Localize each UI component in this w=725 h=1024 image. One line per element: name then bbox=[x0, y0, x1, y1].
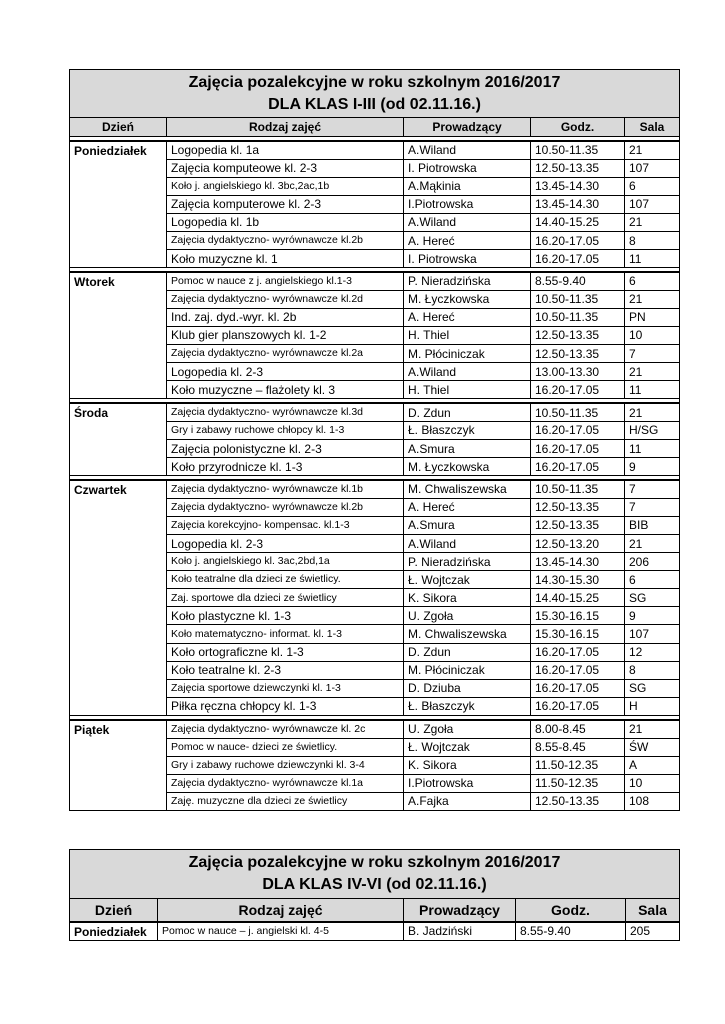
day-cell: Piątek bbox=[70, 720, 167, 810]
table-row bbox=[70, 141, 680, 159]
header-activity: Rodzaj zajęć bbox=[158, 899, 404, 922]
teacher-cell: M. Łyczkowska bbox=[404, 290, 531, 308]
day-cell: Poniedziałek bbox=[70, 141, 167, 268]
time-cell: 16.20-17.05 bbox=[531, 679, 625, 697]
room-cell: 9 bbox=[625, 607, 680, 625]
activity-cell: Zajęcia dydaktyczno- wyrównawcze kl.2a bbox=[167, 345, 404, 363]
teacher-cell: P. Nieradzińska bbox=[404, 272, 531, 290]
activity-cell: Koło plastyczne kl. 1-3 bbox=[167, 607, 404, 625]
day-cell: Środa bbox=[70, 403, 167, 475]
time-cell: 16.20-17.05 bbox=[531, 643, 625, 661]
room-cell: 21 bbox=[625, 363, 680, 381]
teacher-cell: A.Wiland bbox=[404, 141, 531, 159]
activity-cell: Logopedia kl. 2-3 bbox=[167, 363, 404, 381]
time-cell: 13.45-14.30 bbox=[531, 177, 625, 195]
activity-cell: Zajęcia dydaktyczno- wyrównawcze kl.3d bbox=[167, 403, 404, 421]
teacher-cell: A.Wiland bbox=[404, 213, 531, 231]
teacher-cell: M. Płóciniczak bbox=[404, 345, 531, 363]
header-activity: Rodzaj zajęć bbox=[167, 118, 404, 137]
activity-cell: Koło j. angielskiego kl. 3bc,2ac,1b bbox=[167, 177, 404, 195]
activity-cell: Koło przyrodnicze kl. 1-3 bbox=[167, 458, 404, 476]
room-cell: 8 bbox=[625, 231, 680, 249]
time-cell: 13.00-13.30 bbox=[531, 363, 625, 381]
time-cell: 13.45-14.30 bbox=[531, 195, 625, 213]
room-cell: SG bbox=[625, 679, 680, 697]
teacher-cell: A.Mąkinia bbox=[404, 177, 531, 195]
teacher-cell: K. Sikora bbox=[404, 756, 531, 774]
teacher-cell: Ł. Błaszczyk bbox=[404, 421, 531, 439]
time-cell: 8.55-8.45 bbox=[531, 738, 625, 756]
activity-cell: Zajęcia dydaktyczno- wyrównawcze kl. 2c bbox=[167, 720, 404, 738]
table-row bbox=[70, 403, 680, 421]
header-room: Sala bbox=[626, 899, 680, 922]
teacher-cell: A.Smura bbox=[404, 516, 531, 534]
title-line-1: Zajęcia pozalekcyjne w roku szkolnym 2016/2017 bbox=[188, 854, 561, 871]
activity-cell: Zajęcia komputeowe kl. 2-3 bbox=[167, 159, 404, 177]
title-line-2: DLA KLAS IV-VI (od 02.11.16.) bbox=[262, 876, 487, 893]
activity-cell: Zajęcia komputerowe kl. 2-3 bbox=[167, 195, 404, 213]
time-cell: 14.40-15.25 bbox=[531, 213, 625, 231]
teacher-cell: D. Dziuba bbox=[404, 679, 531, 697]
time-cell: 8.55-9.40 bbox=[516, 922, 626, 941]
time-cell: 16.20-17.05 bbox=[531, 250, 625, 268]
activity-cell: Logopedia kl. 1a bbox=[167, 141, 404, 159]
header-teacher: Prowadzący bbox=[404, 899, 516, 922]
room-cell: 21 bbox=[625, 290, 680, 308]
time-cell: 11.50-12.35 bbox=[531, 756, 625, 774]
teacher-cell: I.Piotrowska bbox=[404, 774, 531, 792]
schedule-table-grades-4-6 bbox=[69, 849, 680, 941]
room-cell: 6 bbox=[625, 177, 680, 195]
time-cell: 15.30-16.15 bbox=[531, 607, 625, 625]
teacher-cell: M. Łyczkowska bbox=[404, 458, 531, 476]
activity-cell: Koło j. angielskiego kl. 3ac,2bd,1a bbox=[167, 553, 404, 571]
teacher-cell: D. Zdun bbox=[404, 643, 531, 661]
teacher-cell: A.Smura bbox=[404, 440, 531, 458]
title-line-2: DLA KLAS I-III (od 02.11.16.) bbox=[268, 95, 481, 113]
teacher-cell: A.Fajka bbox=[404, 792, 531, 810]
header-time: Godz. bbox=[516, 899, 626, 922]
table-title bbox=[70, 70, 680, 118]
time-cell: 15.30-16.15 bbox=[531, 625, 625, 643]
time-cell: 12.50-13.35 bbox=[531, 345, 625, 363]
activity-cell: Koło ortograficzne kl. 1-3 bbox=[167, 643, 404, 661]
day-cell: Czwartek bbox=[70, 480, 167, 715]
activity-cell: Zajęcia dydaktyczno- wyrównawcze kl.2d bbox=[167, 290, 404, 308]
teacher-cell: H. Thiel bbox=[404, 381, 531, 399]
activity-cell: Koło muzyczne – flażolety kl. 3 bbox=[167, 381, 404, 399]
room-cell: 8 bbox=[625, 661, 680, 679]
room-cell: 9 bbox=[625, 458, 680, 476]
teacher-cell: A. Hereć bbox=[404, 498, 531, 516]
room-cell: 7 bbox=[625, 345, 680, 363]
table-title bbox=[70, 850, 680, 899]
time-cell: 10.50-11.35 bbox=[531, 141, 625, 159]
activity-cell: Zajęcia korekcyjno- kompensac. kl.1-3 bbox=[167, 516, 404, 534]
room-cell: 11 bbox=[625, 381, 680, 399]
header-row bbox=[70, 118, 680, 137]
room-cell: 206 bbox=[625, 553, 680, 571]
time-cell: 13.45-14.30 bbox=[531, 553, 625, 571]
time-cell: 12.50-13.35 bbox=[531, 516, 625, 534]
time-cell: 10.50-11.35 bbox=[531, 403, 625, 421]
activity-cell: Pomoc w nauce z j. angielskiego kl.1-3 bbox=[167, 272, 404, 290]
room-cell: BIB bbox=[625, 516, 680, 534]
time-cell: 16.20-17.05 bbox=[531, 421, 625, 439]
teacher-cell: A. Hereć bbox=[404, 308, 531, 326]
schedule-table-grades-1-3 bbox=[69, 69, 680, 811]
activity-cell: Zajęcia dydaktyczno- wyrównawcze kl.1b bbox=[167, 480, 404, 498]
time-cell: 14.40-15.25 bbox=[531, 589, 625, 607]
time-cell: 16.20-17.05 bbox=[531, 440, 625, 458]
room-cell: 10 bbox=[625, 774, 680, 792]
activity-cell: Koło matematyczno- informat. kl. 1-3 bbox=[167, 625, 404, 643]
teacher-cell: I.Piotrowska bbox=[404, 195, 531, 213]
time-cell: 10.50-11.35 bbox=[531, 480, 625, 498]
activity-cell: Zajęcia dydaktyczno- wyrównawcze kl.2b bbox=[167, 498, 404, 516]
activity-cell: Logopedia kl. 1b bbox=[167, 213, 404, 231]
teacher-cell: U. Zgoła bbox=[404, 607, 531, 625]
activity-cell: Piłka ręczna chłopcy kl. 1-3 bbox=[167, 697, 404, 715]
header-row bbox=[70, 899, 680, 922]
activity-cell: Zajęcia dydaktyczno- wyrównawcze kl.2b bbox=[167, 231, 404, 249]
room-cell: 21 bbox=[625, 403, 680, 421]
room-cell: 21 bbox=[625, 720, 680, 738]
activity-cell: Koło teatralne dla dzieci ze świetlicy. bbox=[167, 571, 404, 589]
teacher-cell: M. Chwaliszewska bbox=[404, 625, 531, 643]
room-cell: 11 bbox=[625, 250, 680, 268]
activity-cell: Zaj. sportowe dla dzieci ze świetlicy bbox=[167, 589, 404, 607]
activity-cell: Gry i zabawy ruchowe dziewczynki kl. 3-4 bbox=[167, 756, 404, 774]
activity-cell: Zajęcia sportowe dziewczynki kl. 1-3 bbox=[167, 679, 404, 697]
time-cell: 16.20-17.05 bbox=[531, 231, 625, 249]
activity-cell: Zajęcia polonistyczne kl. 2-3 bbox=[167, 440, 404, 458]
header-room: Sala bbox=[625, 118, 680, 137]
activity-cell: Gry i zabawy ruchowe chłopcy kl. 1-3 bbox=[167, 421, 404, 439]
day-cell: Poniedziałek bbox=[70, 922, 158, 941]
activity-cell: Koło teatralne kl. 2-3 bbox=[167, 661, 404, 679]
time-cell: 16.20-17.05 bbox=[531, 697, 625, 715]
room-cell: SG bbox=[625, 589, 680, 607]
activity-cell: Zajęcia dydaktyczno- wyrównawcze kl.1a bbox=[167, 774, 404, 792]
time-cell: 16.20-17.05 bbox=[531, 458, 625, 476]
header-day: Dzień bbox=[70, 118, 167, 137]
room-cell: 107 bbox=[625, 195, 680, 213]
teacher-cell: Ł. Wojtczak bbox=[404, 738, 531, 756]
teacher-cell: H. Thiel bbox=[404, 326, 531, 344]
room-cell: 108 bbox=[625, 792, 680, 810]
teacher-cell: U. Zgoła bbox=[404, 720, 531, 738]
activity-cell: Pomoc w nauce- dzieci ze świetlicy. bbox=[167, 738, 404, 756]
day-cell: Wtorek bbox=[70, 272, 167, 399]
teacher-cell: B. Jadziński bbox=[404, 922, 516, 941]
teacher-cell: I. Piotrowska bbox=[404, 250, 531, 268]
room-cell: 6 bbox=[625, 571, 680, 589]
activity-cell: Logopedia kl. 2-3 bbox=[167, 534, 404, 552]
teacher-cell: P. Nieradzińska bbox=[404, 553, 531, 571]
time-cell: 8.00-8.45 bbox=[531, 720, 625, 738]
room-cell: H/SG bbox=[625, 421, 680, 439]
room-cell: 7 bbox=[625, 498, 680, 516]
room-cell: 7 bbox=[625, 480, 680, 498]
teacher-cell: A. Hereć bbox=[404, 231, 531, 249]
table-row bbox=[70, 720, 680, 738]
header-teacher: Prowadzący bbox=[404, 118, 531, 137]
room-cell: A bbox=[625, 756, 680, 774]
room-cell: 21 bbox=[625, 213, 680, 231]
header-time: Godz. bbox=[531, 118, 625, 137]
room-cell: 12 bbox=[625, 643, 680, 661]
title-line-1: Zajęcia pozalekcyjne w roku szkolnym 2016/2017 bbox=[188, 73, 561, 91]
teacher-cell: Ł. Wojtczak bbox=[404, 571, 531, 589]
time-cell: 12.50-13.35 bbox=[531, 159, 625, 177]
teacher-cell: D. Zdun bbox=[404, 403, 531, 421]
teacher-cell: M. Płóciniczak bbox=[404, 661, 531, 679]
time-cell: 10.50-11.35 bbox=[531, 290, 625, 308]
room-cell: ŚW bbox=[625, 738, 680, 756]
teacher-cell: A.Wiland bbox=[404, 534, 531, 552]
teacher-cell: I. Piotrowska bbox=[404, 159, 531, 177]
activity-cell: Zaję. muzyczne dla dzieci ze świetlicy bbox=[167, 792, 404, 810]
activity-cell: Pomoc w nauce – j. angielski kl. 4-5 bbox=[158, 922, 404, 941]
teacher-cell: K. Sikora bbox=[404, 589, 531, 607]
room-cell: PN bbox=[625, 308, 680, 326]
room-cell: 21 bbox=[625, 141, 680, 159]
activity-cell: Ind. zaj. dyd.-wyr. kl. 2b bbox=[167, 308, 404, 326]
activity-cell: Koło muzyczne kl. 1 bbox=[167, 250, 404, 268]
teacher-cell: A.Wiland bbox=[404, 363, 531, 381]
time-cell: 12.50-13.35 bbox=[531, 326, 625, 344]
room-cell: 107 bbox=[625, 625, 680, 643]
table-row bbox=[70, 480, 680, 498]
time-cell: 16.20-17.05 bbox=[531, 661, 625, 679]
room-cell: 205 bbox=[626, 922, 680, 941]
room-cell: 107 bbox=[625, 159, 680, 177]
time-cell: 12.50-13.20 bbox=[531, 534, 625, 552]
room-cell: 6 bbox=[625, 272, 680, 290]
room-cell: 21 bbox=[625, 534, 680, 552]
room-cell: 10 bbox=[625, 326, 680, 344]
time-cell: 12.50-13.35 bbox=[531, 792, 625, 810]
header-day: Dzień bbox=[70, 899, 158, 922]
teacher-cell: M. Chwaliszewska bbox=[404, 480, 531, 498]
time-cell: 14.30-15.30 bbox=[531, 571, 625, 589]
time-cell: 8.55-9.40 bbox=[531, 272, 625, 290]
time-cell: 12.50-13.35 bbox=[531, 498, 625, 516]
table-row bbox=[70, 922, 680, 941]
activity-cell: Klub gier planszowych kl. 1-2 bbox=[167, 326, 404, 344]
time-cell: 16.20-17.05 bbox=[531, 381, 625, 399]
teacher-cell: Ł. Błaszczyk bbox=[404, 697, 531, 715]
time-cell: 10.50-11.35 bbox=[531, 308, 625, 326]
time-cell: 11.50-12.35 bbox=[531, 774, 625, 792]
room-cell: 11 bbox=[625, 440, 680, 458]
room-cell: H bbox=[625, 697, 680, 715]
table-row bbox=[70, 272, 680, 290]
